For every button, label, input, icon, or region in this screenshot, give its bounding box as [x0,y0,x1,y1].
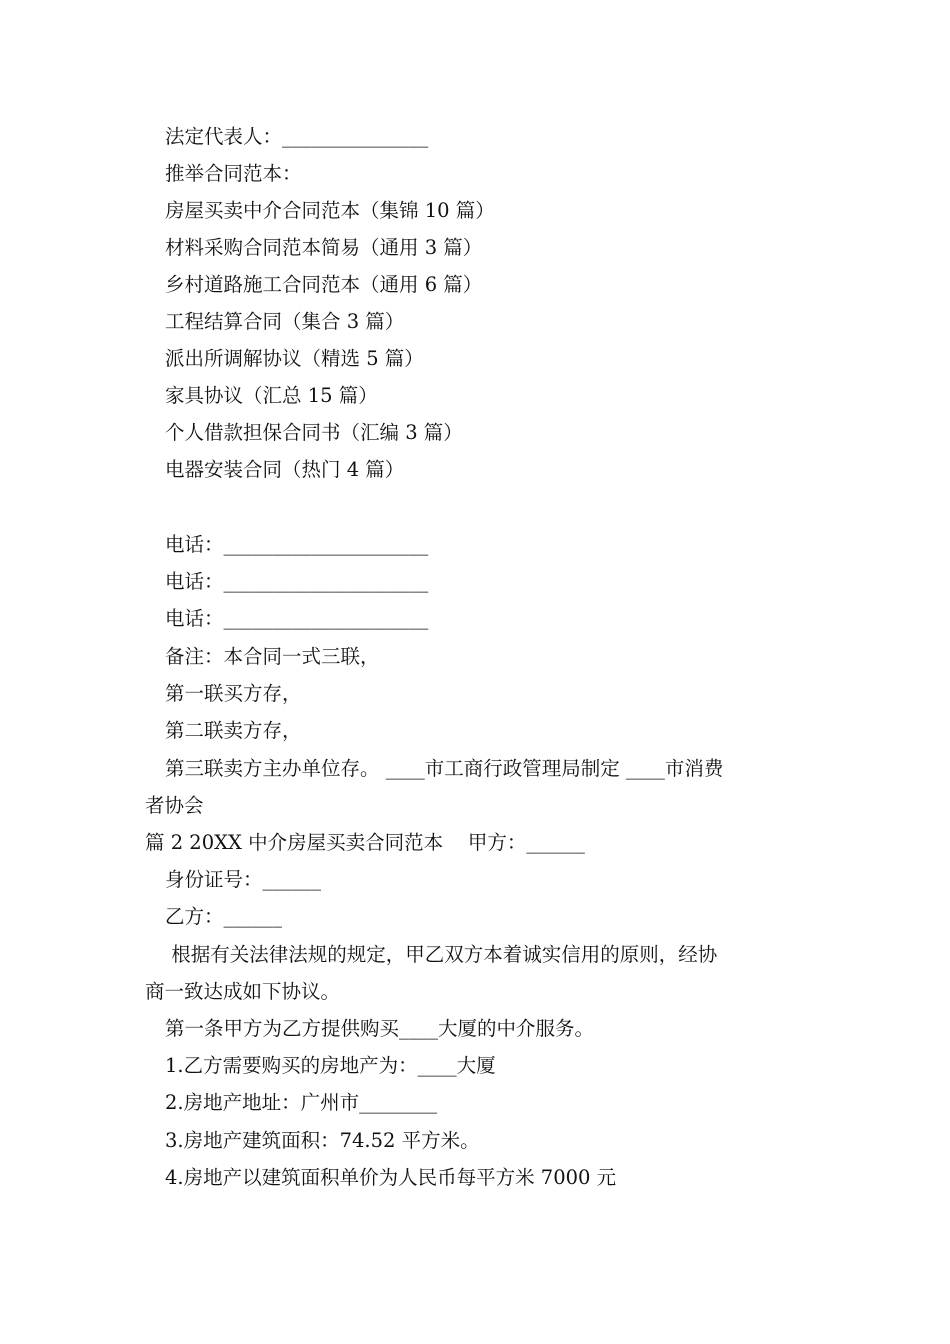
paragraph-continuation: 者协会 [145,794,204,817]
recommended-item: 电器安装合同（热门 4 篇） [165,458,405,481]
recommended-item: 工程结算合同（集合 3 篇） [165,310,405,333]
recommended-item: 派出所调解协议（精选 5 篇） [165,347,424,370]
phone-line: 电话：_____________________ [165,570,429,593]
remark-line: 备注：本合同一式三联， [165,645,380,668]
clause-line: 3.房地产建筑面积：74.52 平方米。 [165,1129,480,1152]
recommended-templates-heading: 推举合同范本： [165,162,302,185]
recommended-item: 个人借款担保合同书（汇编 3 篇） [165,421,463,444]
party-b-line: 乙方：______ [165,905,283,928]
recommended-item: 家具协议（汇总 15 篇） [165,384,378,407]
id-number-line: 身份证号：______ [165,868,322,891]
legal-representative-line: 法定代表人：_______________ [165,125,429,148]
article-line: 第一条甲方为乙方提供购买____大厦的中介服务。 [165,1017,595,1040]
phone-line: 电话：_____________________ [165,533,429,556]
recommended-item: 房屋买卖中介合同范本（集锦 10 篇） [165,199,495,222]
section-heading: 篇 2 20XX 中介房屋买卖合同范本 甲方：______ [145,831,585,854]
copy-line: 第一联买方存， [165,682,302,705]
clause-line: 4.房地产以建筑面积单价为人民币每平方米 7000 元 [165,1166,617,1189]
recommended-item: 材料采购合同范本简易（通用 3 篇） [165,236,483,259]
copy-line: 第二联卖方存， [165,719,302,742]
clause-line: 1.乙方需要购买的房地产为：____大厦 [165,1054,496,1077]
copy-line: 第三联卖方主办单位存。 ____市工商行政管理局制定 ____市消费 [165,757,724,780]
agreement-paragraph: 根据有关法律法规的规定，甲乙双方本着诚实信用的原则，经协 [165,943,718,966]
paragraph-continuation: 商一致达成如下协议。 [145,980,341,1003]
clause-line: 2.房地产地址：广州市________ [165,1091,438,1114]
recommended-item: 乡村道路施工合同范本（通用 6 篇） [165,273,483,296]
phone-line: 电话：_____________________ [165,607,429,630]
